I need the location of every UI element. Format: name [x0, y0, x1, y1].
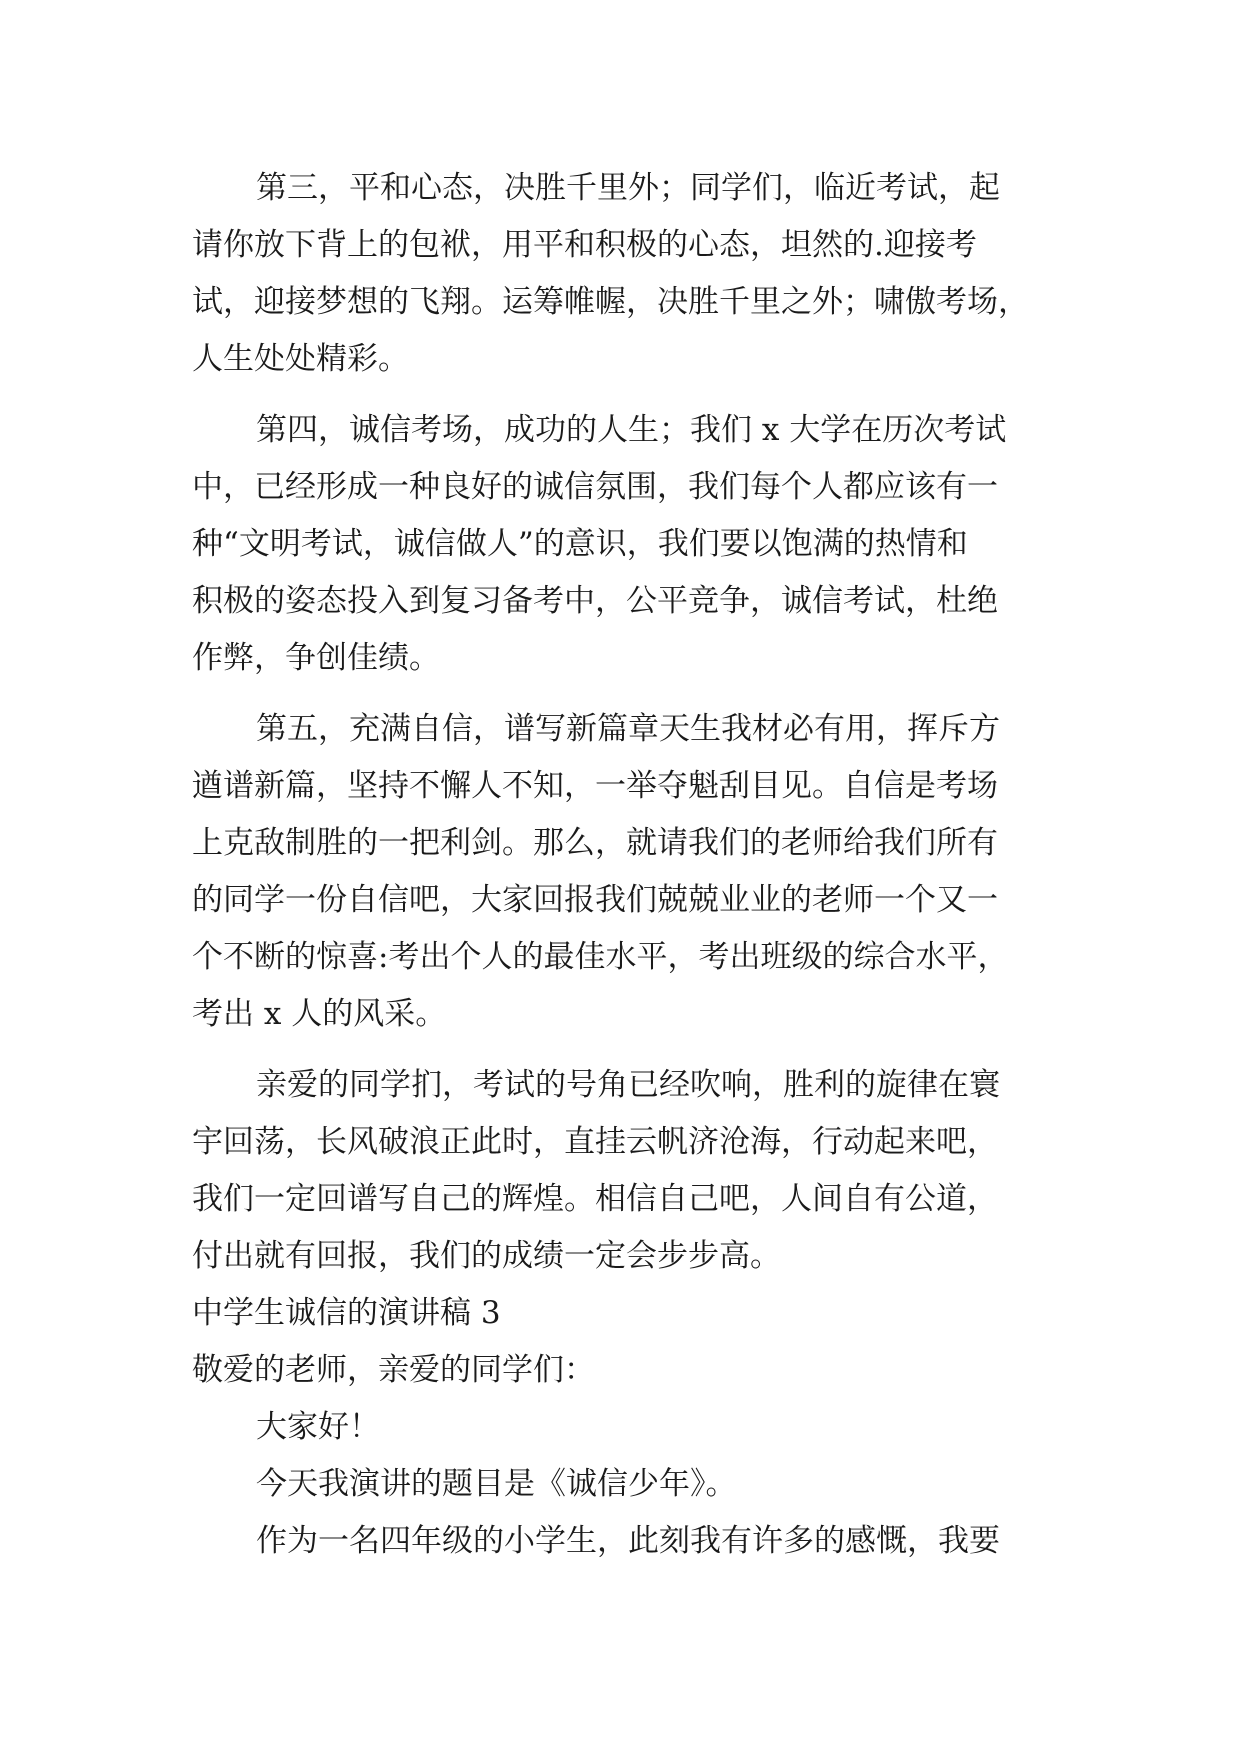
text-line: 请你放下背上的包袱，用平和积极的心态，坦然的.迎接考 [192, 227, 977, 263]
text-line: 遒谱新篇，坚持不懈人不知，一举夺魁刮目见。自信是考场 [192, 768, 998, 804]
text-line: 的同学一份自信吧，大家回报我们兢兢业业的老师一个又一 [192, 882, 998, 918]
paragraph-closing [192, 1057, 1092, 1285]
text-line: 第四，诚信考场，成功的人生；我们 x 大学在历次考试 [256, 412, 1007, 448]
text-line: 第三，平和心态，决胜千里外；同学们，临近考试，起 [256, 170, 1000, 206]
text-line: 亲爱的同学扪，考试的号角已经吹响，胜利的旋律在寰 [256, 1067, 1000, 1103]
greeting: 大家好！ [256, 1409, 380, 1445]
text-line: 宇回荡，长风破浪正此时，直挂云帆济沧海，行动起来吧， [192, 1124, 998, 1160]
text-line: 积极的姿态投入到复习备考中，公平竞争，诚信考试，杜绝 [192, 583, 998, 619]
text-line: 人生处处精彩。 [192, 341, 409, 377]
paragraph-4 [192, 402, 1092, 687]
section-title: 中学生诚信的演讲稿 3 [192, 1295, 501, 1331]
topic-line: 今天我演讲的题目是《诚信少年》。 [256, 1466, 737, 1502]
text-line: 个不断的惊喜:考出个人的最佳水平，考出班级的综合水平， [192, 939, 1009, 975]
closing-line: 作为一名四年级的小学生，此刻我有许多的感慨，我要 [256, 1523, 1000, 1559]
paragraph-3 [192, 160, 1092, 388]
text-line: 作弊，争创佳绩。 [192, 640, 440, 676]
text-line: 中，已经形成一种良好的诚信氛围，我们每个人都应该有一 [192, 469, 998, 505]
paragraph-5 [192, 701, 1092, 1043]
text-line: 种“文明考试，诚信做人”的意识，我们要以饱满的热情和 [192, 526, 968, 562]
text-line: 考出 x 人的风采。 [192, 996, 447, 1032]
salutation: 敬爱的老师，亲爱的同学们： [192, 1352, 595, 1388]
text-line: 我们一定回谱写自己的辉煌。相信自己吧，人间自有公道， [192, 1181, 998, 1217]
text-line: 上克敌制胜的一把利剑。那么，就请我们的老师给我们所有 [192, 825, 998, 861]
text-line: 第五，充满自信，谱写新篇章天生我材必有用，挥斥方 [256, 711, 1000, 747]
text-line: 试，迎接梦想的飞翔。运筹帷幄，决胜千里之外；啸傲考场， [192, 284, 1029, 320]
document-body [192, 160, 1092, 1570]
text-line: 付出就有回报，我们的成绩一定会步步高。 [192, 1238, 781, 1274]
